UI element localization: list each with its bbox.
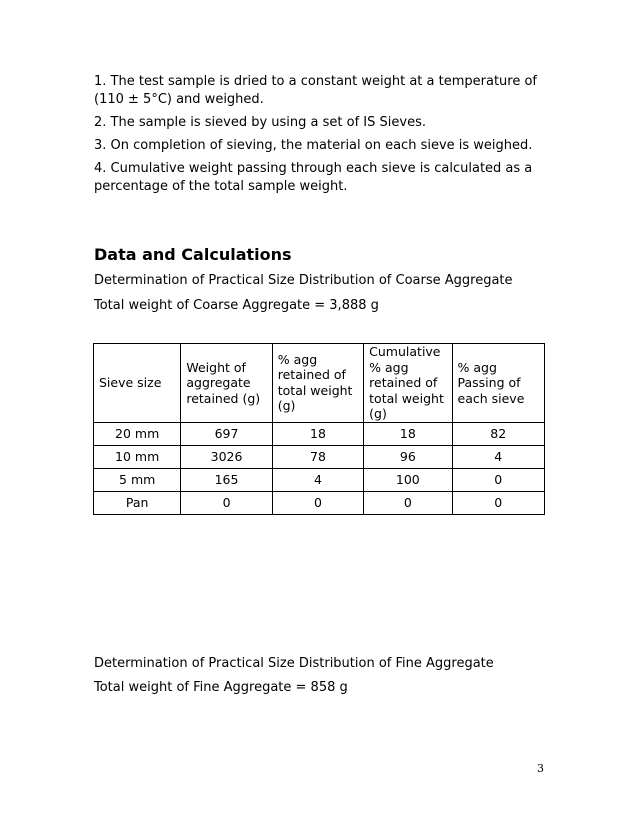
table-cell: 96 (364, 445, 452, 468)
table-header-row (94, 344, 545, 423)
table-cell: 0 (181, 491, 272, 514)
header-percent-passing: % agg Passing of each sieve (452, 344, 544, 423)
table-cell: 20 mm (94, 422, 181, 445)
header-weight-retained: Weight of aggregate retained (g) (181, 344, 272, 423)
table-cell: 78 (272, 445, 363, 468)
table-cell: 18 (364, 422, 452, 445)
procedure-step: 3. On completion of sieving, the material on each sieve is weighed. (94, 138, 533, 153)
table-cell: 82 (452, 422, 544, 445)
table-row (94, 491, 545, 514)
procedure-step: 4. Cumulative weight passing through each sieve is calculated as a percentage of the total sample weight. (94, 161, 533, 194)
table-cell: 0 (364, 491, 452, 514)
table-cell: 18 (272, 422, 363, 445)
table-cell: 165 (181, 468, 272, 491)
table-cell: 0 (272, 491, 363, 514)
header-cumulative-retained: Cumulative % agg retained of total weight (g) (364, 344, 452, 423)
table-cell: 100 (364, 468, 452, 491)
header-sieve-size: Sieve size (94, 344, 181, 423)
table-cell: 4 (272, 468, 363, 491)
fine-aggregate-title: Determination of Practical Size Distribution of Fine Aggregate (94, 656, 494, 671)
table-cell: 5 mm (94, 468, 181, 491)
procedure-step: 2. The sample is sieved by using a set of IS Sieves. (94, 115, 426, 130)
fine-aggregate-total: Total weight of Fine Aggregate = 858 g (94, 680, 348, 695)
procedure-steps (94, 73, 544, 201)
table-cell: 697 (181, 422, 272, 445)
header-percent-retained: % agg retained of total weight (g) (272, 344, 363, 423)
procedure-step: 1. The test sample is dried to a constant weight at a temperature of (110 ± 5°C) and weighed. (94, 74, 538, 107)
table-row (94, 468, 545, 491)
page-number: 3 (537, 762, 544, 775)
table-cell: 10 mm (94, 445, 181, 468)
table-cell: 3026 (181, 445, 272, 468)
table-cell: 0 (452, 491, 544, 514)
table-row (94, 422, 545, 445)
sieve-analysis-table (93, 343, 545, 515)
table-row (94, 445, 545, 468)
section-heading: Data and Calculations (94, 245, 292, 264)
table-cell: 4 (452, 445, 544, 468)
coarse-aggregate-title: Determination of Practical Size Distribution of Coarse Aggregate (94, 273, 513, 288)
table-cell: 0 (452, 468, 544, 491)
table-cell: Pan (94, 491, 181, 514)
coarse-aggregate-total: Total weight of Coarse Aggregate = 3,888 g (94, 298, 379, 313)
